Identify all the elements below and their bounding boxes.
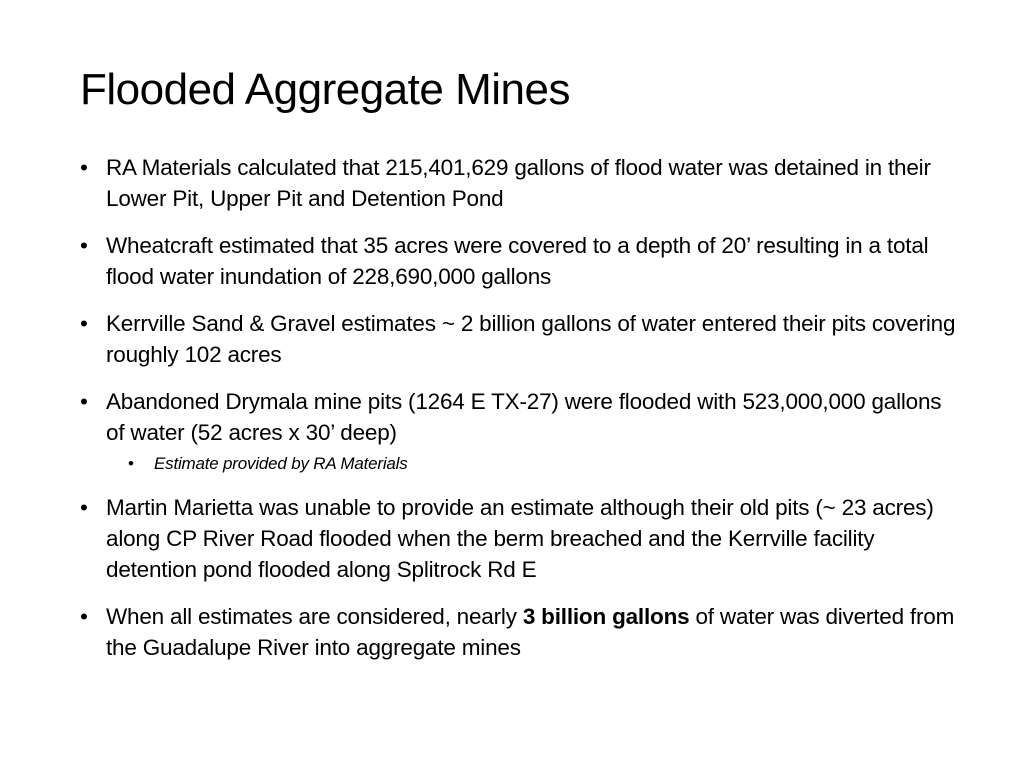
bullet-kerrville-sand-gravel <box>80 308 960 370</box>
bullet-dot: • <box>80 389 88 414</box>
bullet-text: Martin Marietta was unable to provide an estimate although their old pits (~ 23 acres) along CP River Road flooded when the berm breached and the Kerrville facility detention pond flooded along Splitrock Rd E <box>106 495 934 582</box>
bullet-dot: • <box>80 233 88 258</box>
bullet-list <box>80 152 960 679</box>
bullet-ra-materials <box>80 152 960 214</box>
bullet-text-bold: 3 billion gallons <box>522 604 690 629</box>
bullet-dot: • <box>80 604 88 629</box>
slide-title: Flooded Aggregate Mines <box>80 65 570 114</box>
bullet-text-after: of water was diverted from the Guadalupe River into aggregate mines <box>106 604 955 660</box>
bullet-drymala-mine-pits <box>80 386 960 476</box>
bullet-text: Kerrville Sand & Gravel estimates ~ 2 billion gallons of water entered their pits covering roughly 102 acres <box>106 311 956 367</box>
bullet-text: Abandoned Drymala mine pits (1264 E TX-27) were flooded with 523,000,000 gallons of water (52 acres x 30’ deep) <box>106 389 942 445</box>
sub-bullet-text: Estimate provided by RA Materials <box>154 454 408 473</box>
sub-bullet-list <box>106 452 960 476</box>
sub-bullet-dot: • <box>128 454 134 473</box>
bullet-dot: • <box>80 495 88 520</box>
bullet-dot: • <box>80 311 88 336</box>
bullet-wheatcraft <box>80 230 960 292</box>
bullet-text-before: When all estimates are considered, nearly <box>106 604 523 629</box>
bullet-dot: • <box>80 155 88 180</box>
bullet-all-estimates <box>80 601 960 663</box>
bullet-text: RA Materials calculated that 215,401,629 gallons of flood water was detained in their Lower Pit, Upper Pit and Detention Pond <box>106 155 931 211</box>
bullet-martin-marietta <box>80 492 960 585</box>
bullet-text: Wheatcraft estimated that 35 acres were covered to a depth of 20’ resulting in a total flood water inundation of 228,690,000 gallons <box>106 233 929 289</box>
sub-bullet-estimate-source <box>128 452 960 476</box>
